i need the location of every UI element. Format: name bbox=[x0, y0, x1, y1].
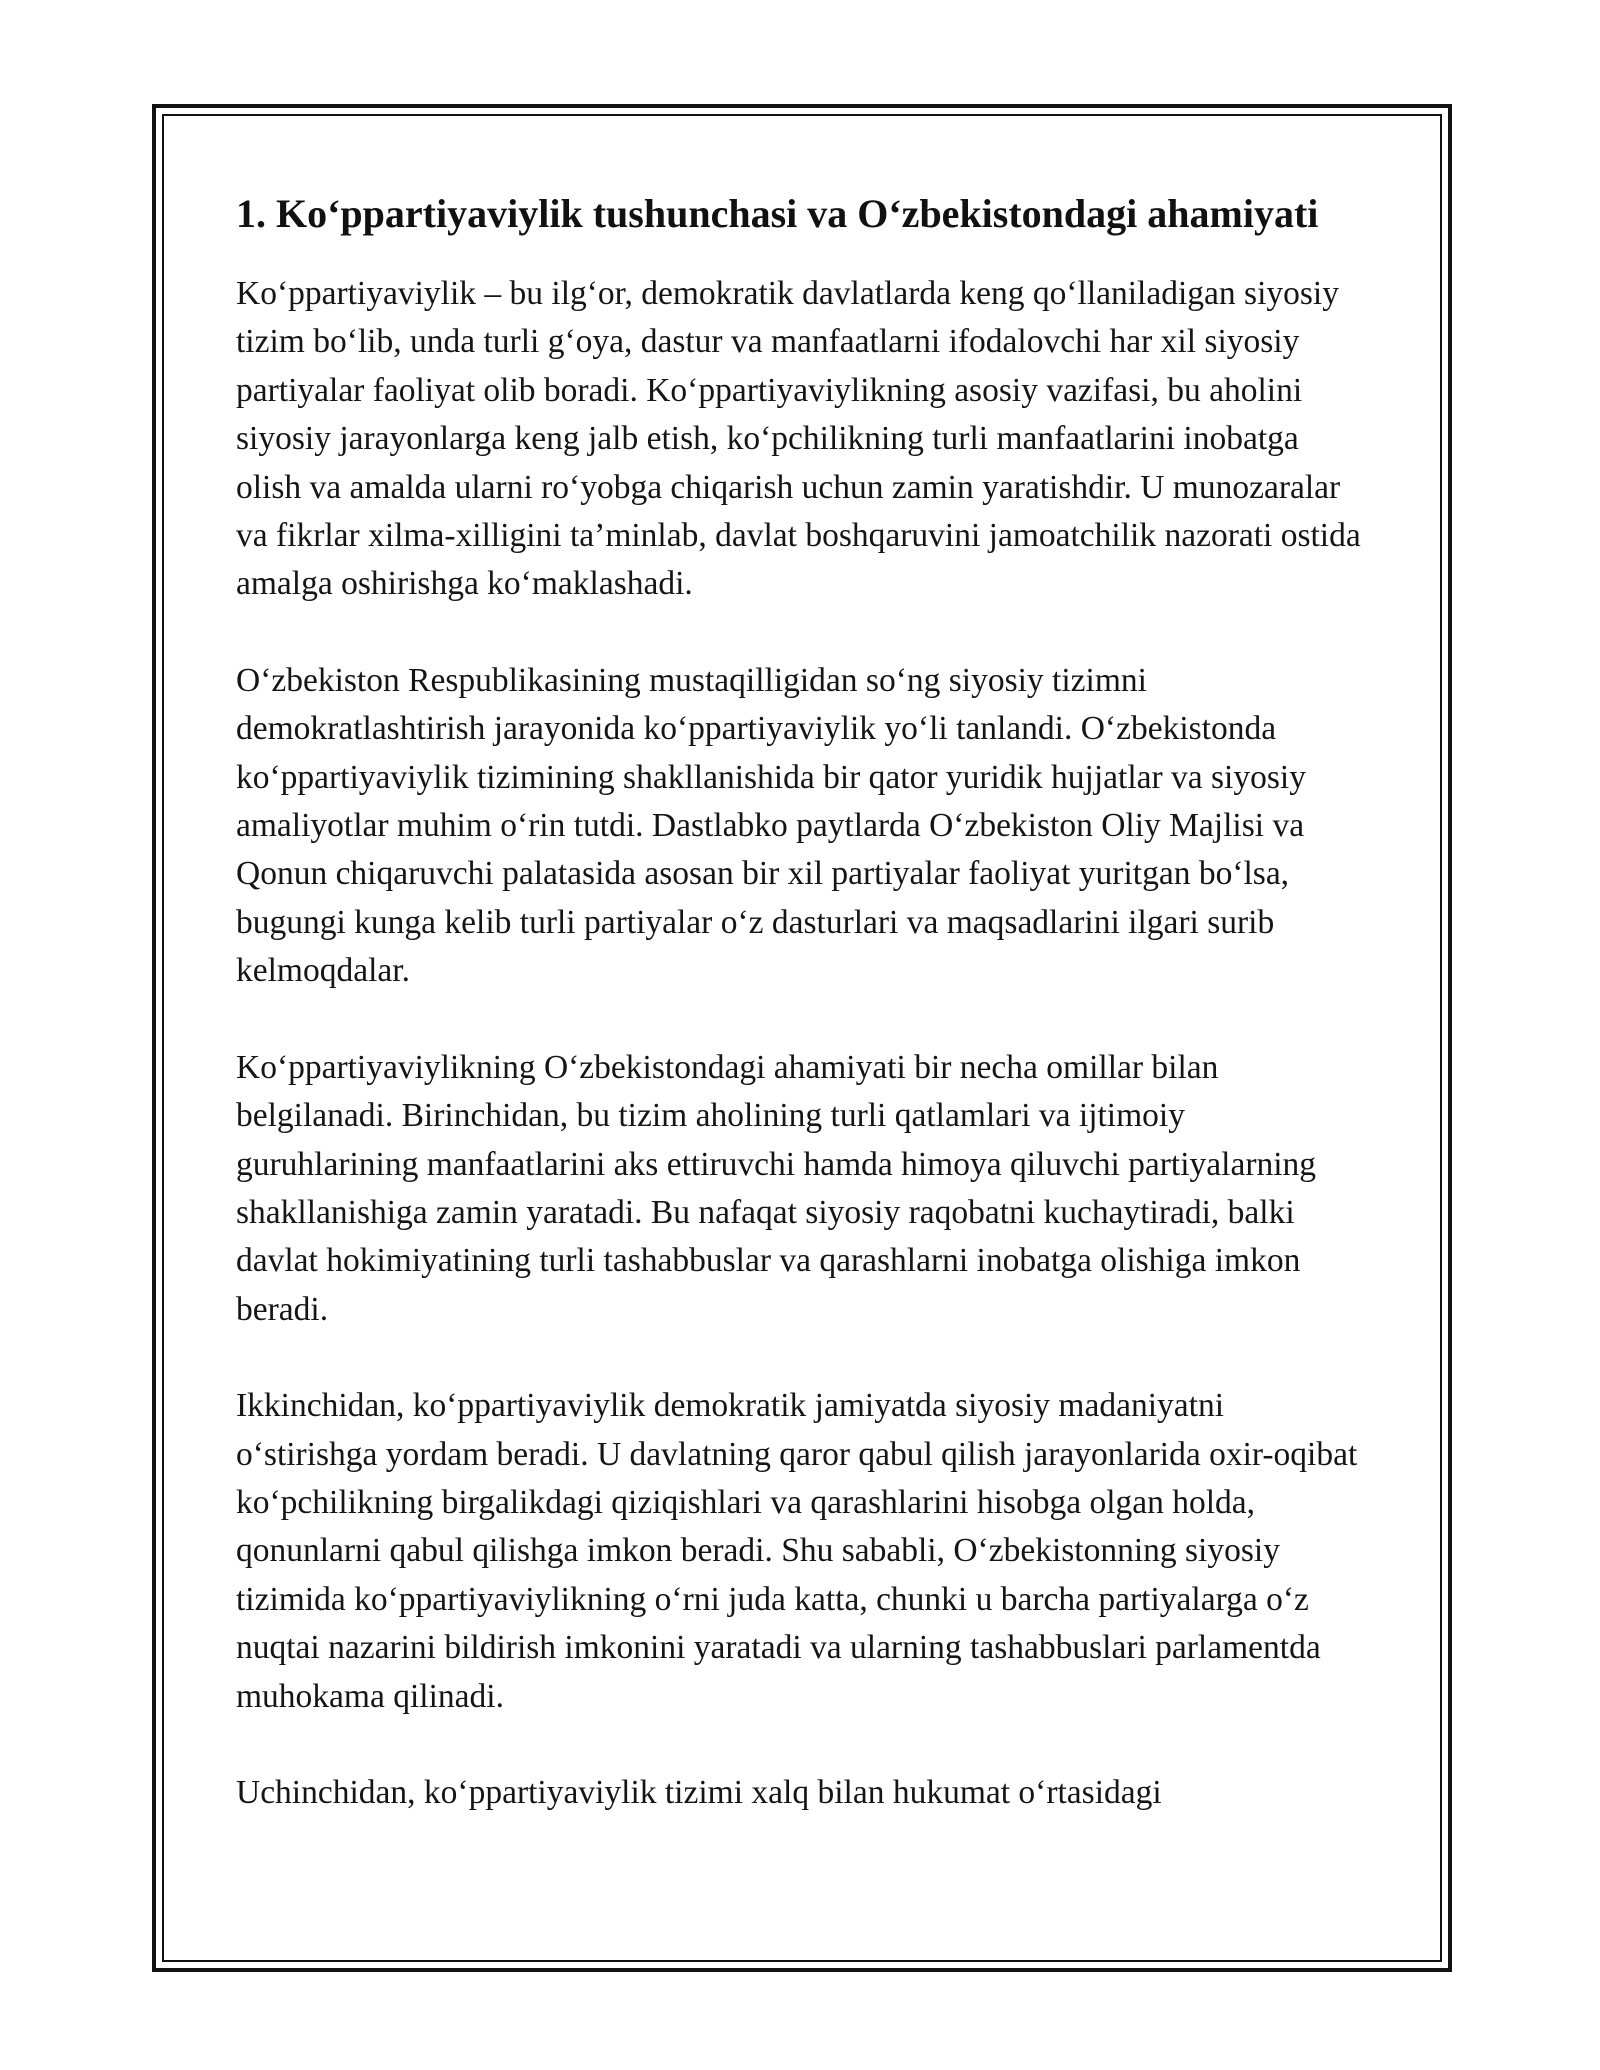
document-title: 1. Ko‘ppartiyaviylik tushunchasi va O‘zbekistondagi ahamiyati bbox=[236, 191, 1319, 236]
paragraph-history: O‘zbekiston Respublikasining mustaqilligidan so‘ng siyosiy tizimni demokratlashtirish jarayonida ko‘ppartiyaviylik yo‘li tanlandi. O‘zbekistonda ko‘ppartiyaviylik tizimining shakllanishida bir qator yuridik hujjatlar va siyosiy amaliyotlar muhim o‘rin tutdi. Dastlabko paytlarda O‘zbekiston Oliy Majlisi va Qonun chiqaruvchi palatasida asosan bir xil partiyalar faoliyat yuritgan bo‘lsa, bugungi kunga kelib turli partiyalar o‘z dasturlari va maqsadlarini ilgari surib kelmoqdalar. bbox=[236, 661, 1306, 990]
paragraph-first-factor: Ko‘ppartiyaviylikning O‘zbekistondagi ahamiyati bir necha omillar bilan belgilanadi. Birinchidan, bu tizim aholining turli qatlamlari va ijtimoiy guruhlarining manfaatlarini aks ettiruvchi hamda himoya qiluvchi partiyalarning shakllanishiga zamin yaratadi. Bu nafaqat siyosiy raqobatni kuchaytiradi, balki davlat hokimiyatining turli tashabbuslar va qarashlarni inobatga olishiga imkon beradi. bbox=[236, 1048, 1317, 1328]
paragraph-third-factor: Uchinchidan, ko‘ppartiyaviylik tizimi xalq bilan hukumat o‘rtasidagi bbox=[236, 1773, 1162, 1811]
paragraph-second-factor: Ikkinchidan, ko‘ppartiyaviylik demokratik jamiyatda siyosiy madaniyatni o‘stirishga yordam beradi. U davlatning qaror qabul qilish jarayonlarida oxir-oqibat ko‘pchilikning birgalikdagi qiziqishlari va qarashlarini hisobga olgan holda, qonunlarni qabul qilishga imkon beradi. Shu sababli, O‘zbekistonning siyosiy tizimida ko‘ppartiyaviylikning o‘rni juda katta, chunki u barcha partiyalarga o‘z nuqtai nazarini bildirish imkonini yaratadi va ularning tashabbuslari parlamentda muhokama qilinadi. bbox=[236, 1387, 1358, 1715]
paragraph-definition: Ko‘ppartiyaviylik – bu ilg‘or, demokratik davlatlarda keng qo‘llaniladigan siyosiy tizim bo‘lib, unda turli g‘oya, dastur va manfaatlarni ifodalovchi har xil siyosiy partiyalar faoliyat olib boradi. Ko‘ppartiyaviylikning asosiy vazifasi, bu aholini siyosiy jarayonlarga keng jalb etish, ko‘pchilikning turli manfaatlarini inobatga olish va amalda ularni ro‘yobga chiqarish uchun zamin yaratishdir. U munozaralar va fikrlar xilma-xilligini ta’minlab, davlat boshqaruvini jamoatchilik nazorati ostida amalga oshirishga ko‘maklashadi. bbox=[236, 275, 1361, 603]
document-body bbox=[236, 186, 1366, 1865]
